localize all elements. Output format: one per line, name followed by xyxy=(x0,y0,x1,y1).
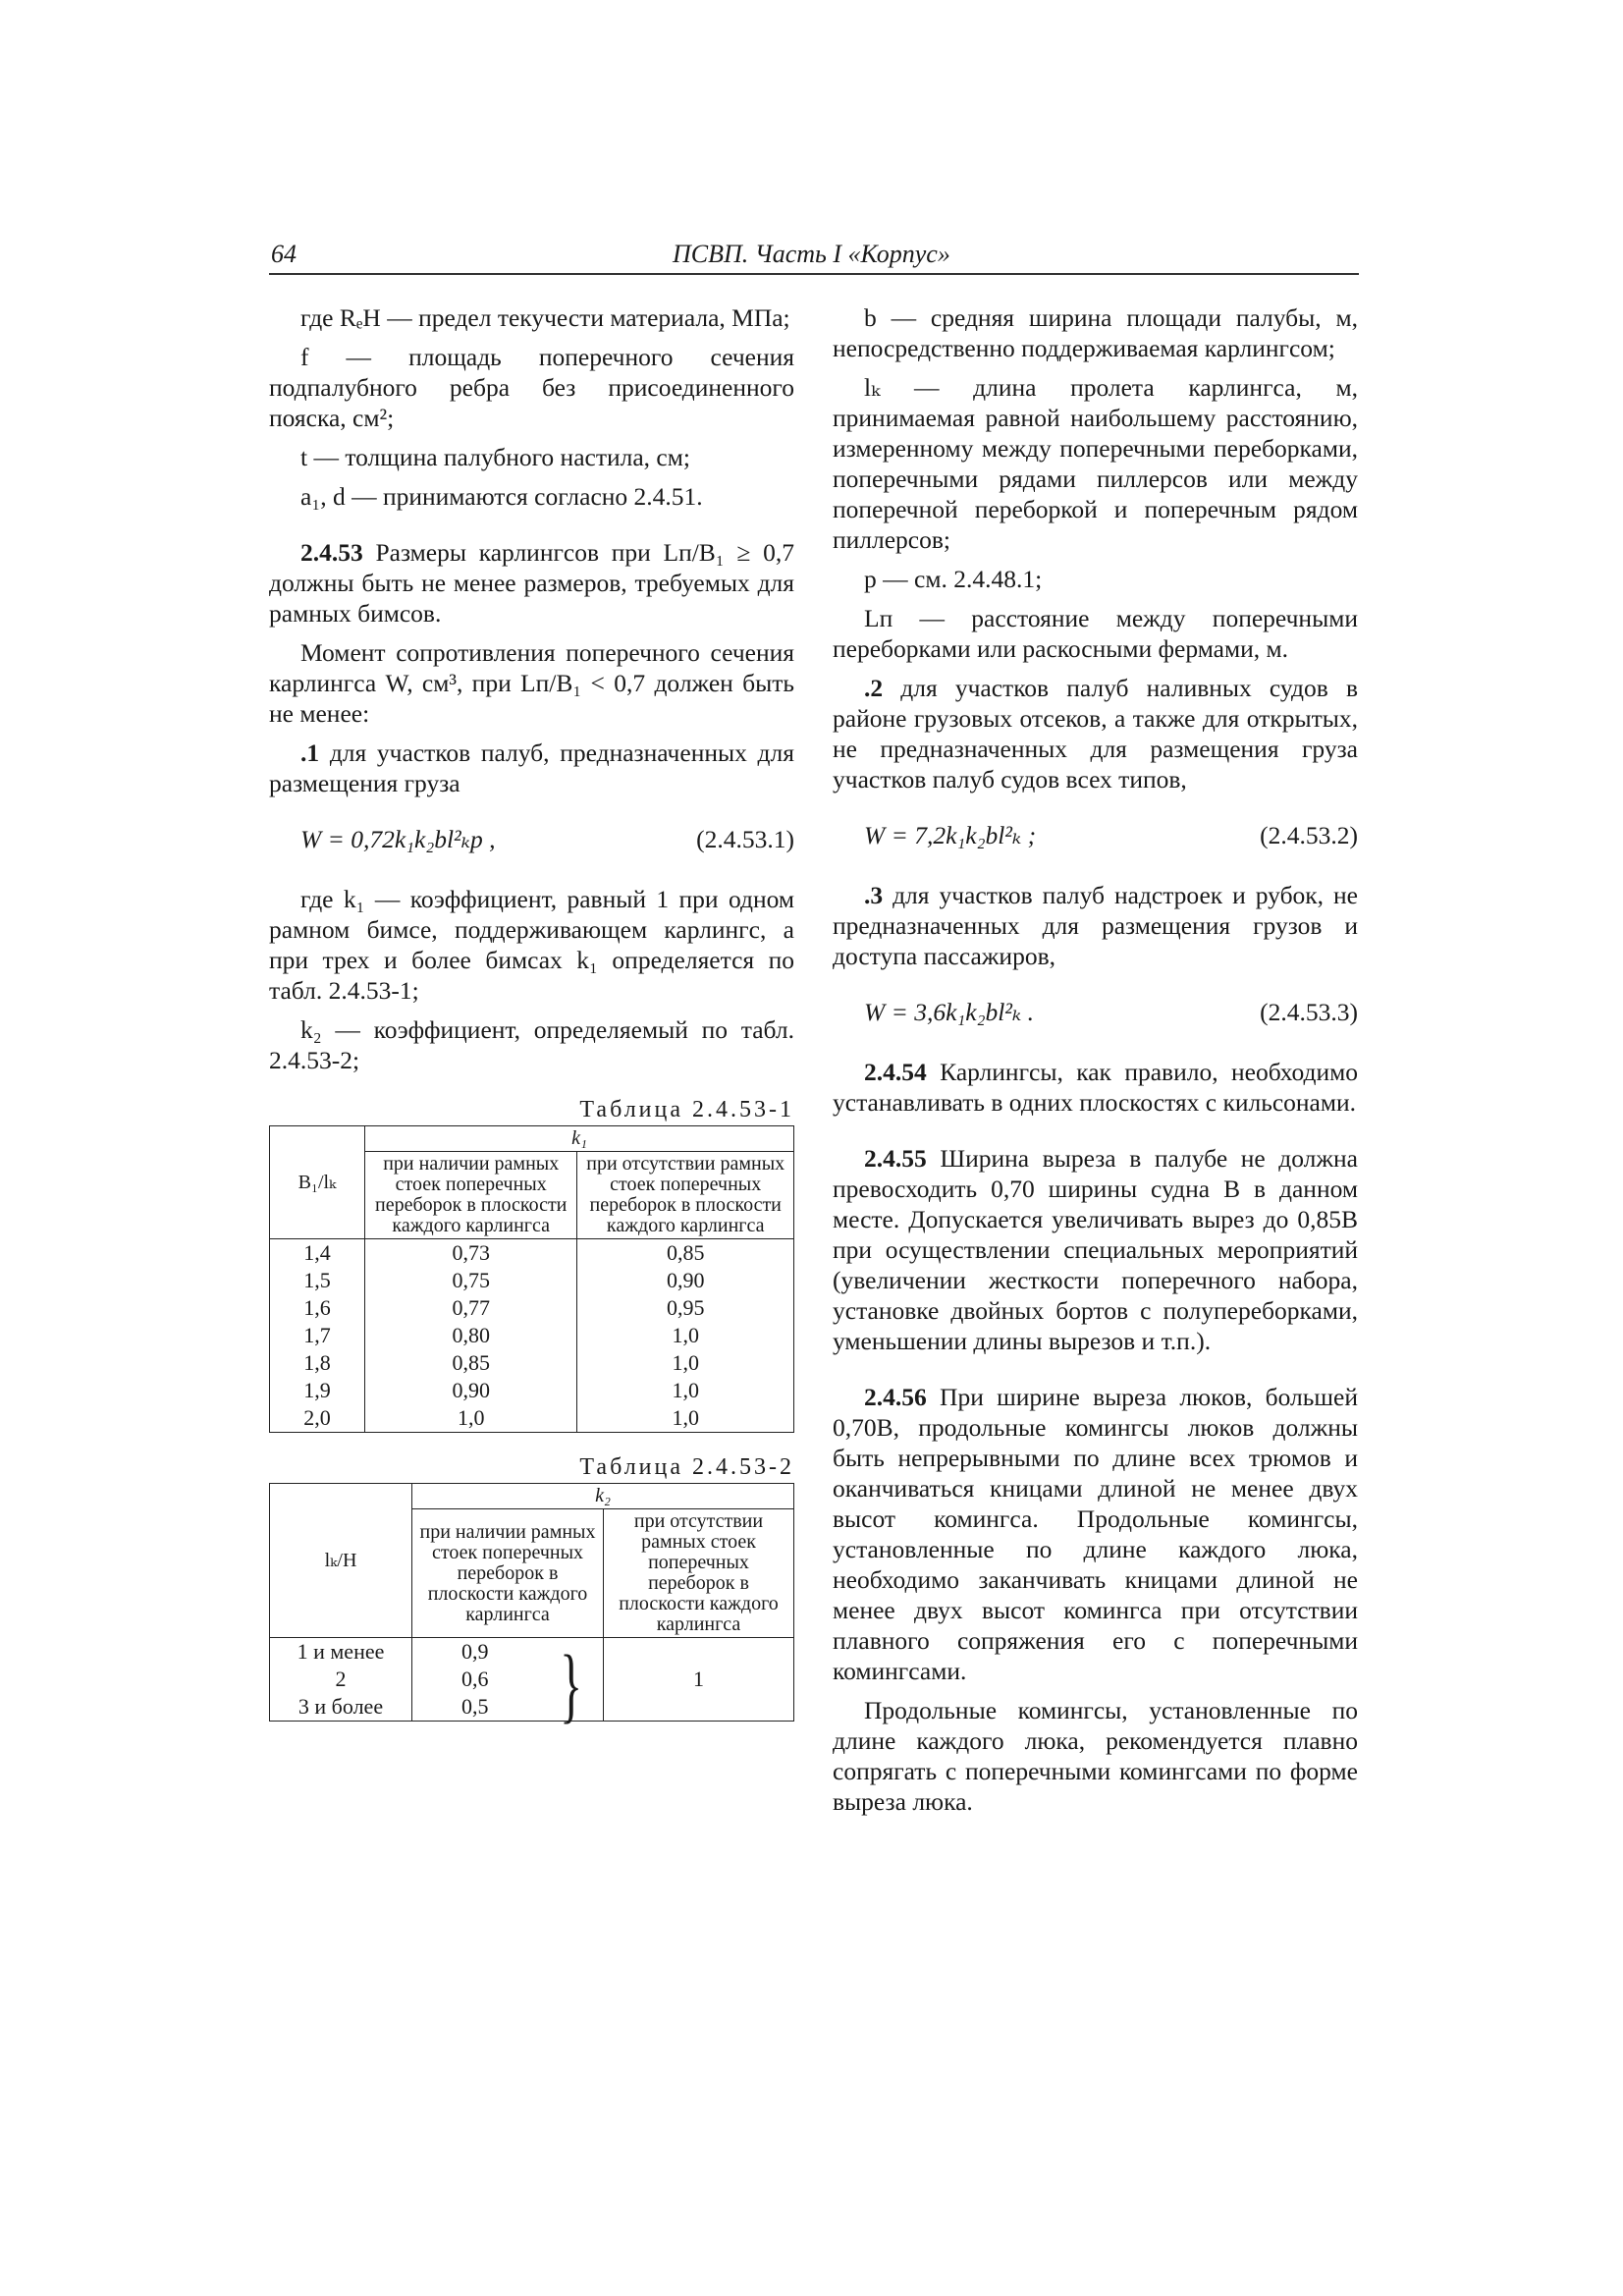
formula-expression: W = 7,2k₁k₂bl²ₖ ; xyxy=(864,821,1037,849)
table-cell: 0,75 xyxy=(365,1267,577,1294)
definition-reh: где RₑH — предел текучести материала, МПа; xyxy=(300,303,790,332)
table-cell: 1,5 xyxy=(270,1267,365,1294)
table-cell: 0,90 xyxy=(577,1267,794,1294)
table-cell: 1,8 xyxy=(270,1349,365,1377)
section-2-4-55 xyxy=(833,1143,1358,1356)
brace-symbol: } xyxy=(560,1637,582,1731)
table-row xyxy=(270,1638,794,1667)
definition-t: t — толщина палубного настила, см; xyxy=(300,443,690,471)
table-cell: 0,77 xyxy=(365,1294,577,1322)
item-text: для участков палуб, предназначенных для размещения груза xyxy=(269,738,794,797)
item-1 xyxy=(269,738,794,798)
table-header: lₖ/H xyxy=(270,1484,412,1638)
table-2-4-53-1 xyxy=(269,1125,794,1433)
table-group-header: k₁ xyxy=(365,1126,794,1152)
table-value: 0,9 xyxy=(461,1639,489,1664)
table-2-4-53-2 xyxy=(269,1483,794,1731)
definition-k1: где k₁ — коэффициент, равный 1 при одном рамном бимсе, поддерживающем карлингс, а при трех и более бимсах k₁ определяется по табл. 2.4.53-1; xyxy=(269,885,794,1005)
section-number: 2.4.56 xyxy=(864,1383,927,1411)
section-2-4-53 xyxy=(269,537,794,629)
table-cell: 0,95 xyxy=(577,1294,794,1322)
table-header: B₁/lₖ xyxy=(270,1126,365,1239)
header-rule xyxy=(269,273,1359,275)
table-cell: 1 xyxy=(604,1638,794,1722)
table-cell: 1,0 xyxy=(577,1349,794,1377)
table-row xyxy=(270,1322,794,1349)
table-header: при наличии рамных стоек поперечных переборок в плоскости каждого карлингса xyxy=(365,1152,577,1239)
item-number: .1 xyxy=(300,738,320,767)
section-2-4-56 xyxy=(833,1382,1358,1686)
formula-number: (2.4.53.1) xyxy=(696,825,794,853)
table-row xyxy=(270,1377,794,1404)
definition-lp: Lп — расстояние между поперечными переборками или раскосными фермами, м. xyxy=(833,604,1358,663)
section-text: Ширина выреза в палубе не должна превосходить 0,70 ширины судна B в данном месте. Допускается увеличивать вырез до 0,85B при осуществлении специальных мероприятий (увеличении жесткости поперечного набора, установке двойных бортов с полупереборками, уменьшении длины вырезов и т.п.). xyxy=(833,1144,1358,1355)
table-cell: 0,90 xyxy=(365,1377,577,1404)
item-number: .3 xyxy=(864,881,884,909)
table-cell: 1,9 xyxy=(270,1377,365,1404)
formula-number: (2.4.53.2) xyxy=(1260,821,1358,849)
formula-2-4-53-3 xyxy=(833,997,1358,1027)
table-cell: 1,0 xyxy=(577,1404,794,1433)
table-cell: 0,73 xyxy=(365,1239,577,1268)
item-2 xyxy=(833,673,1358,794)
table-cell xyxy=(412,1637,604,1731)
item-3 xyxy=(833,880,1358,971)
paragraph-moment: Момент сопротивления поперечного сечения карлингса W, см³, при Lп/B₁ < 0,7 должен быть не менее: xyxy=(269,638,794,728)
section-text: Размеры карлингсов при Lп/B₁ ≥ 0,7 должны быть не менее размеров, требуемых для рамных бимсов. xyxy=(269,538,794,628)
table-header: при наличии рамных стоек поперечных переборок в плоскости каждого карлингса xyxy=(412,1509,604,1638)
page-number: 64 xyxy=(271,240,297,268)
table-value: 0,5 xyxy=(461,1694,489,1719)
table-cell: 2 xyxy=(270,1666,412,1693)
item-number: .2 xyxy=(864,674,884,702)
formula-expression: W = 0,72k₁k₂bl²ₖp , xyxy=(300,825,496,853)
paragraph-final: Продольные комингсы, установленные по длине каждого люка, рекомендуется плавно сопрягать с поперечными комингсами по форме выреза люка. xyxy=(833,1696,1358,1816)
table-cell: 0,80 xyxy=(365,1322,577,1349)
section-text: При ширине выреза люков, большей 0,70B, продольные комингсы люков должны быть непрерывными по длине всех трюмов и оканчиваться кницами длиной не менее двух высот комингса. Продольные комингсы, установленные по длине каждого люка, необходимо заканчивать кницами длиной не менее двух высот комингса при отсутствии плавного сопряжения его с поперечными комингсами. xyxy=(833,1383,1358,1685)
table-row xyxy=(270,1349,794,1377)
table-cell: 1,4 xyxy=(270,1239,365,1268)
definition-k2: k₂ — коэффициент, определяемый по табл. 2.4.53-2; xyxy=(269,1015,794,1074)
table-row xyxy=(270,1294,794,1322)
table-cell: 1,0 xyxy=(577,1377,794,1404)
table-cell: 2,0 xyxy=(270,1404,365,1433)
formula-2-4-53-2 xyxy=(833,820,1358,850)
table-caption: Таблица 2.4.53-2 xyxy=(579,1454,794,1480)
table-group-header: k₂ xyxy=(412,1484,794,1509)
table-value: 0,6 xyxy=(461,1667,489,1691)
table-cell: 1,0 xyxy=(365,1404,577,1433)
item-text: для участков палуб наливных судов в районе грузовых отсеков, а также для открытых, не предназначенных для размещения груза участков палуб судов всех типов, xyxy=(833,674,1358,793)
section-number: 2.4.54 xyxy=(864,1058,927,1086)
table-row xyxy=(270,1239,794,1268)
formula-number: (2.4.53.3) xyxy=(1260,998,1358,1026)
definition-p: p — см. 2.4.48.1; xyxy=(864,565,1043,593)
table-row xyxy=(270,1267,794,1294)
definition-b: b — средняя ширина площади палубы, м, непосредственно поддерживаемая карлингсом; xyxy=(833,303,1358,362)
definition-lk: lₖ — длина пролета карлингса, м, принимаемая равной наибольшему расстоянию, измеренному между поперечными переборками, поперечными рядами пиллерсов или между поперечной переборкой и поперечным рядом пиллерсов; xyxy=(833,373,1358,554)
table-header: при отсутствии рамных стоек поперечных переборок в плоскости каждого карлингса xyxy=(604,1509,794,1638)
table-cell: 1,7 xyxy=(270,1322,365,1349)
item-text: для участков палуб надстроек и рубок, не предназначенных для размещения грузов и доступа пассажиров, xyxy=(833,881,1358,970)
formula-expression: W = 3,6k₁k₂bl²ₖ . xyxy=(864,998,1034,1026)
page-header-title: ПСВП. Часть I «Корпус» xyxy=(673,240,950,268)
table-cell: 1,0 xyxy=(577,1322,794,1349)
definition-f: f — площадь поперечного сечения подпалубного ребра без присоединенного пояска, см²; xyxy=(269,343,794,432)
table-cell: 1 и менее xyxy=(270,1638,412,1667)
table-cell: 0,85 xyxy=(365,1349,577,1377)
left-column xyxy=(269,302,794,1731)
table-cell: 0,85 xyxy=(577,1239,794,1268)
table-header: при отсутствии рамных стоек поперечных переборок в плоскости каждого карлингса xyxy=(577,1152,794,1239)
table-caption: Таблица 2.4.53-1 xyxy=(579,1097,794,1122)
section-number: 2.4.55 xyxy=(864,1144,927,1173)
section-number: 2.4.53 xyxy=(300,538,363,567)
right-column xyxy=(833,302,1358,1826)
section-text: Карлингсы, как правило, необходимо устанавливать в одних плоскостях с кильсонами. xyxy=(833,1058,1358,1117)
section-2-4-54 xyxy=(833,1057,1358,1118)
formula-2-4-53-1 xyxy=(269,824,794,854)
table-row xyxy=(270,1404,794,1433)
table-cell: 1,6 xyxy=(270,1294,365,1322)
table-cell: 3 и более xyxy=(270,1693,412,1722)
definition-a1-d: a₁, d — принимаются согласно 2.4.51. xyxy=(300,482,703,511)
